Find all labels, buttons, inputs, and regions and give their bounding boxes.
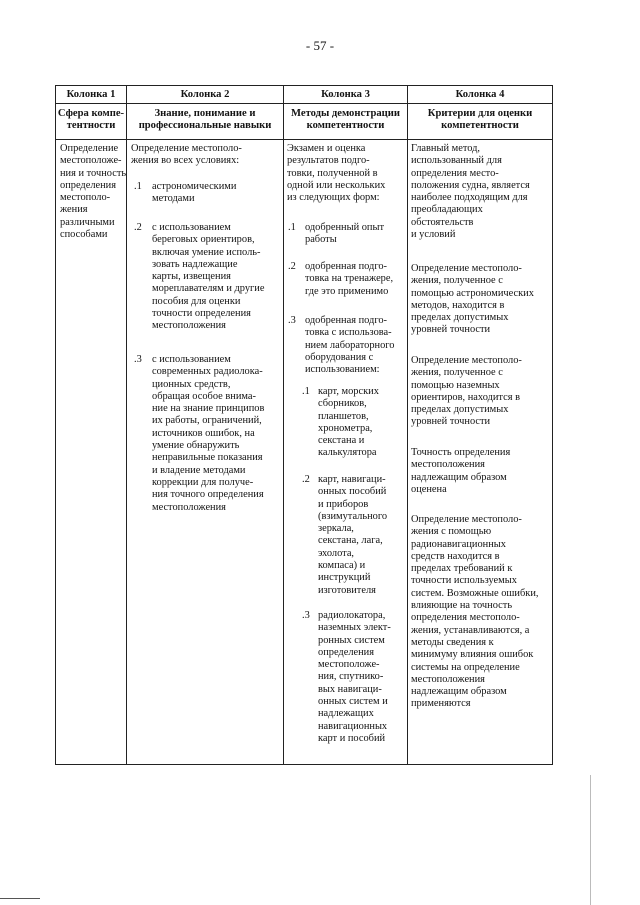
column-title-1: Сфера компе- тентности [57, 108, 125, 131]
column-title-2: Знание, понимание и профессиональные навыки [138, 108, 272, 131]
column-header-1: Колонка 1 [66, 89, 116, 100]
item-text: одобренная подго- товка с использова- нием лабораторного оборудования с использованием: [305, 315, 395, 376]
item-text: карт, морских сборников, планшетов, хронометра, секстана и калькулятора [318, 386, 379, 459]
item-text: одобренная подго- товка на тренажере, где это применимо [305, 261, 394, 297]
item-text: астрономическими методами [152, 181, 237, 205]
item-number: .1 [134, 181, 142, 192]
column-divider [283, 85, 284, 765]
item-number: .1 [302, 386, 310, 397]
column-header-3: Колонка 3 [321, 89, 370, 100]
column-divider [126, 85, 127, 765]
column-divider [407, 85, 408, 765]
competence-area: Определение местоположе- ния и точность определения местополо- жения различными способами [60, 143, 127, 241]
item-text: радиолокатора, наземных элект- ронных систем определения местоположе- ния, спутнико- вых навигаци- онных систем и надлежащих навигационных карт и пособий [318, 610, 391, 744]
column-header-2: Колонка 2 [180, 89, 230, 100]
methods-intro: Экзамен и оценка результатов подго- товки, полученной в одной или нескольких из следующих форм: [287, 143, 386, 204]
row-divider [55, 103, 553, 104]
item-number: .3 [302, 610, 310, 621]
item-number: .2 [134, 222, 142, 233]
column-title-3: Методы демонстрации компетентности [291, 108, 400, 131]
criteria-paragraph: Определение местополо- жения, полученное с помощью наземных ориентиров, находится в пределах допустимых уровней точности [411, 355, 522, 428]
scan-margin-line [590, 775, 591, 905]
column-header-4: Колонка 4 [455, 89, 505, 100]
item-number: .2 [288, 261, 296, 272]
criteria-paragraph: Точность определения местоположения надлежащим образом оценена [411, 447, 511, 495]
criteria-paragraph: Главный метод, использованный для определения место- положения судна, является наиболее подходящим для преобладающих обстоятельств и условий [411, 143, 530, 241]
knowledge-intro: Определение местополо- жения во всех условиях: [131, 143, 242, 167]
item-text: с использованием современных радиолока- ционных средств, обращая особое внима- ние на знание принципов их работы, ограничений, источников ошибок, на умение обнаружить неправильные показания и владение методами коррекции для получе- ния точного определения местоположения [152, 354, 265, 513]
item-number: .3 [134, 354, 142, 365]
item-number: .3 [288, 315, 296, 326]
item-text: с использованием береговых ориентиров, включая умение исполь- зовать надлежащие карты, извещения мореплавателям и другие пособия для оценки точности определения местоположения [152, 222, 265, 332]
item-number: .1 [288, 222, 296, 233]
column-title-4: Критерии для оценки компетентности [427, 108, 533, 131]
criteria-paragraph: Определение местополо- жения с помощью радионавигационных средств находится в пределах требований к точности используемых систем. Возможные ошибки, влияющие на точность определения местополо- жения, устанавливаются, а методы сведения к минимуму влияния ошибок системы на определение местоположения надлежащим образом применяются [411, 514, 539, 710]
criteria-paragraph: Определение местополо- жения, полученное с помощью астрономических методов, находится в пределах допустимых уровней точности [411, 263, 534, 336]
item-text: карт, навигаци- онных пособий и приборов (взимутального зеркала, секстана, лага, эхолота, компаса) и инструкций изготовителя [318, 474, 388, 596]
item-text: одобренный опыт работы [305, 222, 385, 246]
item-number: .2 [302, 474, 310, 485]
scan-cut-mark [0, 898, 40, 899]
page-number: - 57 - [305, 38, 335, 53]
row-divider [55, 139, 553, 140]
